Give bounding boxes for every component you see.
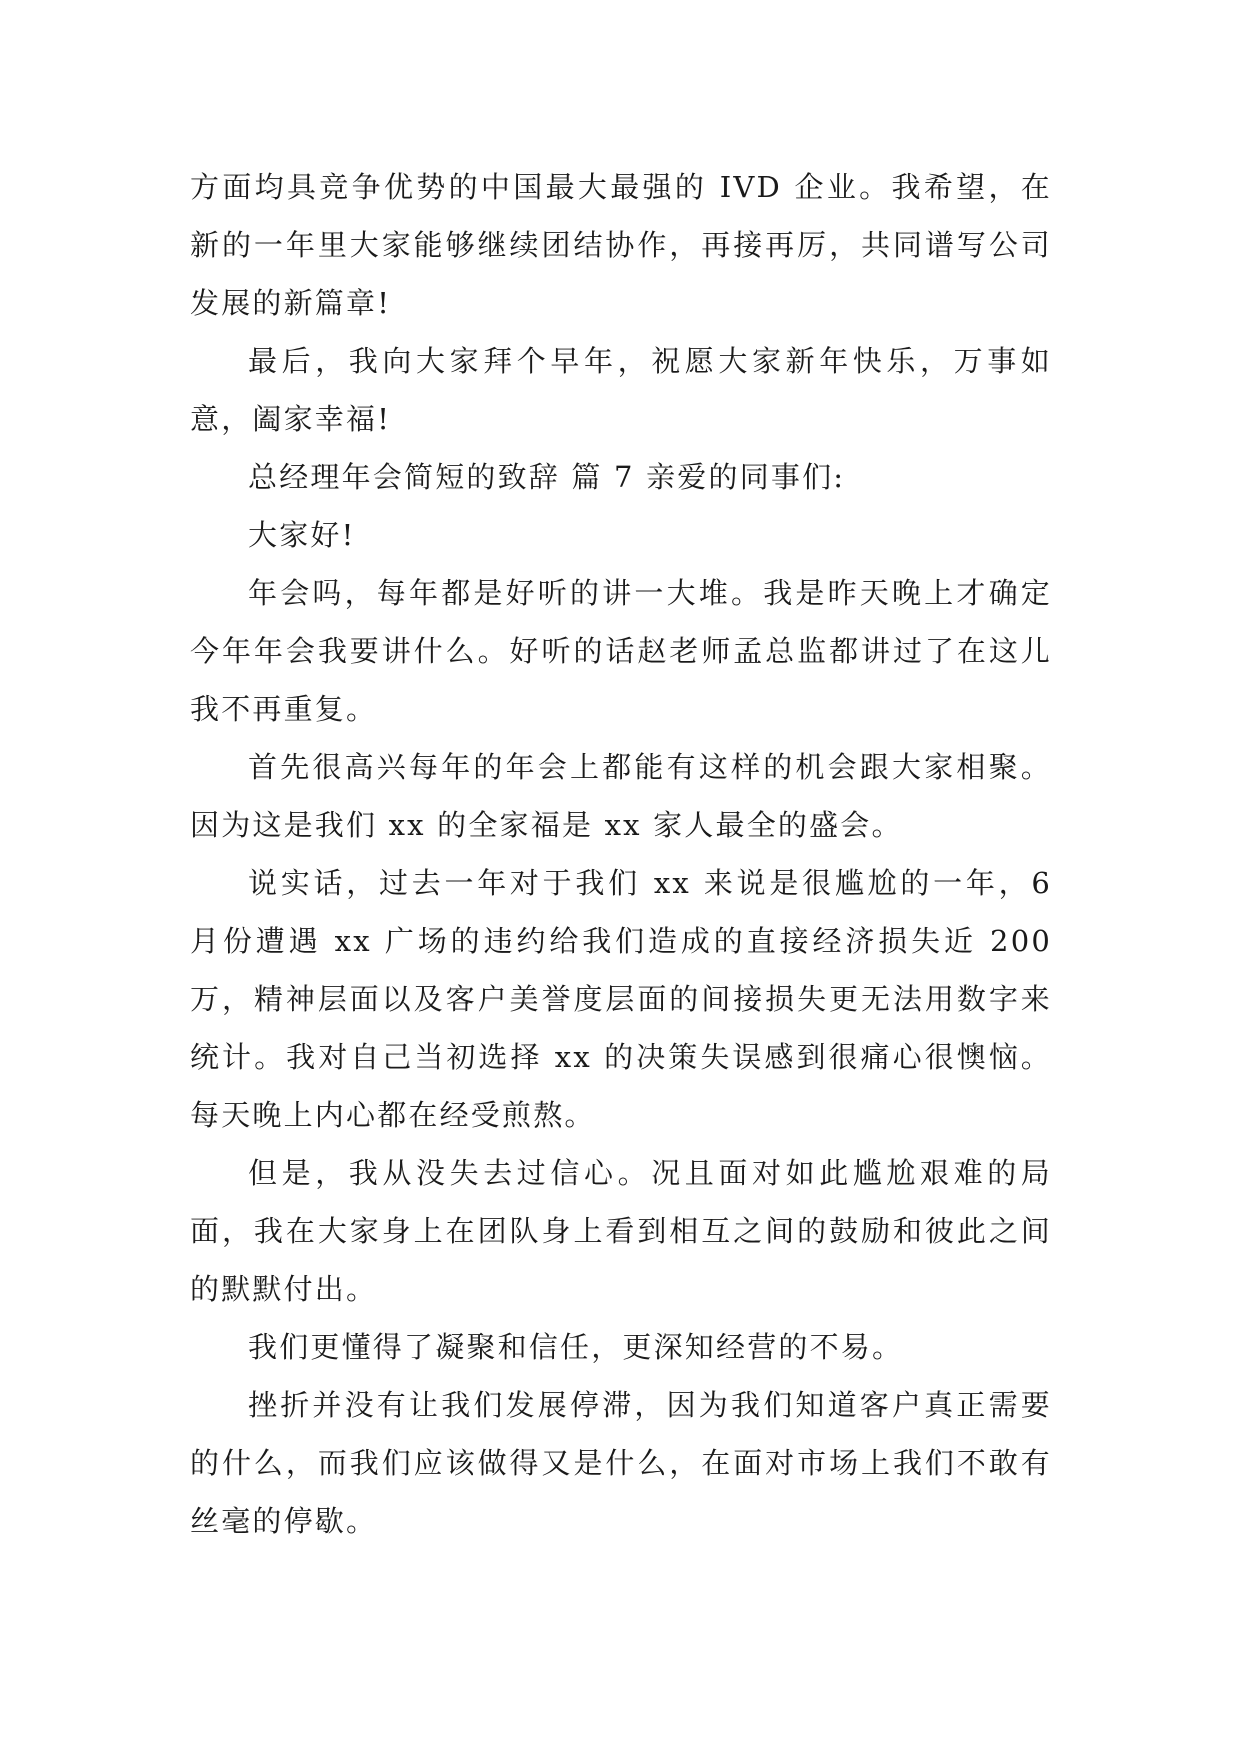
- paragraph-gathering: 首先很高兴每年的年会上都能有这样的机会跟大家相聚。因为这是我们 xx 的全家福是 xx 家人最全的盛会。: [190, 750, 1052, 842]
- paragraph-no-stagnation: 挫折并没有让我们发展停滞，因为我们知道客户真正需要的什么，而我们应该做得又是什么，在面对市场上我们不敢有丝毫的停歇。: [190, 1388, 1052, 1538]
- paragraph-difficult-year: 说实话，过去一年对于我们 xx 来说是很尴尬的一年，6 月份遭遇 xx 广场的违约给我们造成的直接经济损失近 200 万，精神层面以及客户美誉度层面的间接损失更无法用数字来统计。我对自己当初选择 xx 的决策失误感到很痛心很懊恼。每天晚上内心都在经受煎熬。: [190, 866, 1052, 1132]
- paragraph-trust: 我们更懂得了凝聚和信任，更深知经营的不易。: [248, 1330, 904, 1364]
- paragraph-new-year-wishes: 最后，我向大家拜个早年，祝愿大家新年快乐，万事如意，阖家幸福!: [190, 344, 1052, 436]
- section-heading-speech-7: 总经理年会简短的致辞 篇 7 亲爱的同事们:: [248, 460, 846, 494]
- paragraph-annual-meeting: 年会吗，每年都是好听的讲一大堆。我是昨天晚上才确定今年年会我要讲什么。好听的话赵老师孟总监都讲过了在这儿我不再重复。: [190, 576, 1052, 726]
- paragraph-greeting: 大家好!: [248, 518, 356, 552]
- paragraph-continuation: 方面均具竞争优势的中国最大最强的 IVD 企业。我希望，在新的一年里大家能够继续团结协作，再接再厉，共同谱写公司发展的新篇章!: [190, 170, 1052, 320]
- document-body: [190, 158, 1052, 1550]
- paragraph-confidence: 但是，我从没失去过信心。况且面对如此尴尬艰难的局面，我在大家身上在团队身上看到相互之间的鼓励和彼此之间的默默付出。: [190, 1156, 1052, 1306]
